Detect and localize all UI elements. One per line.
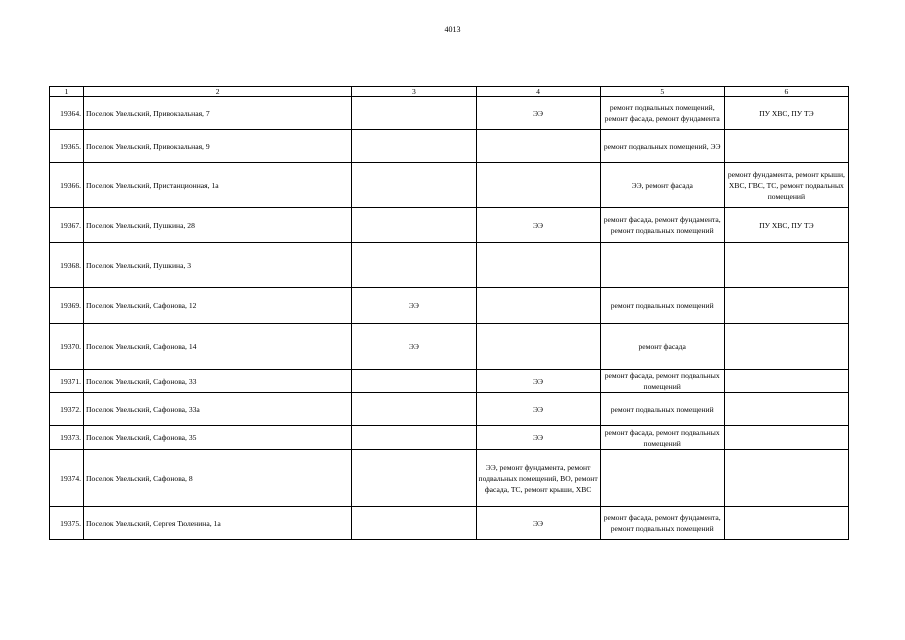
row-col-4: ЭЭ, ремонт фундамента, ремонт подвальных помещений, ВО, ремонт фасада, ТС, ремонт крыши, ХВС <box>476 450 600 507</box>
row-col-6 <box>724 507 848 540</box>
row-col-3: ЭЭ <box>352 288 476 324</box>
row-address: Поселок Увельский, Сафонова, 33 <box>84 370 352 393</box>
row-col-5: ремонт подвальных помещений, ремонт фасада, ремонт фундамента <box>600 97 724 130</box>
row-col-4: ЭЭ <box>476 393 600 426</box>
row-address: Поселок Увельский, Сафонова, 33а <box>84 393 352 426</box>
row-col-6: ремонт фундамента, ремонт крыши, ХВС, ГВС, ТС, ремонт подвальных помещений <box>724 163 848 208</box>
row-number: 19375. <box>50 507 84 540</box>
row-address: Поселок Увельский, Пушкина, 28 <box>84 208 352 243</box>
row-address: Поселок Увельский, Пристанционная, 1а <box>84 163 352 208</box>
row-number: 19372. <box>50 393 84 426</box>
table-row <box>50 450 849 507</box>
header-col-1: 1 <box>50 87 84 97</box>
row-col-4: ЭЭ <box>476 97 600 130</box>
table-row <box>50 426 849 450</box>
row-number: 19373. <box>50 426 84 450</box>
row-col-3: ЭЭ <box>352 324 476 370</box>
row-address: Поселок Увельский, Пушкина, 3 <box>84 243 352 288</box>
row-col-6: ПУ ХВС, ПУ ТЭ <box>724 208 848 243</box>
row-col-3 <box>352 97 476 130</box>
row-number: 19365. <box>50 130 84 163</box>
row-col-5: ремонт подвальных помещений <box>600 393 724 426</box>
row-col-6 <box>724 130 848 163</box>
table-row <box>50 208 849 243</box>
row-col-5: ремонт фасада, ремонт подвальных помещений <box>600 370 724 393</box>
table-row <box>50 243 849 288</box>
row-col-5: ремонт фасада, ремонт фундамента, ремонт подвальных помещений <box>600 507 724 540</box>
row-col-5: ремонт подвальных помещений, ЭЭ <box>600 130 724 163</box>
header-col-2: 2 <box>84 87 352 97</box>
header-col-5: 5 <box>600 87 724 97</box>
table-header <box>50 87 849 97</box>
row-col-4 <box>476 163 600 208</box>
row-col-6 <box>724 370 848 393</box>
row-address: Поселок Увельский, Сафонова, 12 <box>84 288 352 324</box>
row-col-6 <box>724 243 848 288</box>
row-col-5: ремонт фасада, ремонт фундамента, ремонт подвальных помещений <box>600 208 724 243</box>
row-col-3 <box>352 208 476 243</box>
row-address: Поселок Увельский, Привокзальная, 9 <box>84 130 352 163</box>
row-col-6 <box>724 324 848 370</box>
row-col-6 <box>724 393 848 426</box>
row-col-4 <box>476 130 600 163</box>
table-row <box>50 324 849 370</box>
header-col-6: 6 <box>724 87 848 97</box>
row-col-3 <box>352 450 476 507</box>
row-col-5: ремонт фасада, ремонт подвальных помещений <box>600 426 724 450</box>
row-col-4: ЭЭ <box>476 370 600 393</box>
row-col-3 <box>352 130 476 163</box>
header-col-3: 3 <box>352 87 476 97</box>
header-col-4: 4 <box>476 87 600 97</box>
table-row <box>50 370 849 393</box>
row-number: 19369. <box>50 288 84 324</box>
row-col-5: ремонт подвальных помещений <box>600 288 724 324</box>
row-col-4: ЭЭ <box>476 208 600 243</box>
row-number: 19366. <box>50 163 84 208</box>
row-col-5 <box>600 450 724 507</box>
row-address: Поселок Увельский, Сафонова, 8 <box>84 450 352 507</box>
row-number: 19371. <box>50 370 84 393</box>
row-col-4 <box>476 243 600 288</box>
table-row <box>50 393 849 426</box>
row-col-4 <box>476 288 600 324</box>
table-row <box>50 130 849 163</box>
registry-table <box>49 86 849 540</box>
row-col-3 <box>352 426 476 450</box>
row-col-5: ЭЭ, ремонт фасада <box>600 163 724 208</box>
row-col-3 <box>352 370 476 393</box>
row-number: 19367. <box>50 208 84 243</box>
row-number: 19374. <box>50 450 84 507</box>
row-col-6 <box>724 288 848 324</box>
row-address: Поселок Увельский, Сергея Тюленина, 1а <box>84 507 352 540</box>
row-number: 19368. <box>50 243 84 288</box>
row-col-4: ЭЭ <box>476 507 600 540</box>
row-col-3 <box>352 163 476 208</box>
row-address: Поселок Увельский, Привокзальная, 7 <box>84 97 352 130</box>
row-col-4 <box>476 324 600 370</box>
row-col-3 <box>352 243 476 288</box>
row-col-6: ПУ ХВС, ПУ ТЭ <box>724 97 848 130</box>
table-row <box>50 163 849 208</box>
page-number: 4013 <box>444 25 461 34</box>
table-row <box>50 288 849 324</box>
row-number: 19364. <box>50 97 84 130</box>
header-row <box>50 87 849 97</box>
row-col-6 <box>724 450 848 507</box>
row-address: Поселок Увельский, Сафонова, 14 <box>84 324 352 370</box>
table-row <box>50 97 849 130</box>
row-col-5 <box>600 243 724 288</box>
row-col-3 <box>352 507 476 540</box>
row-col-5: ремонт фасада <box>600 324 724 370</box>
row-col-4: ЭЭ <box>476 426 600 450</box>
table-body <box>50 97 849 540</box>
row-number: 19370. <box>50 324 84 370</box>
row-col-3 <box>352 393 476 426</box>
table-row <box>50 507 849 540</box>
row-col-6 <box>724 426 848 450</box>
row-address: Поселок Увельский, Сафонова, 35 <box>84 426 352 450</box>
